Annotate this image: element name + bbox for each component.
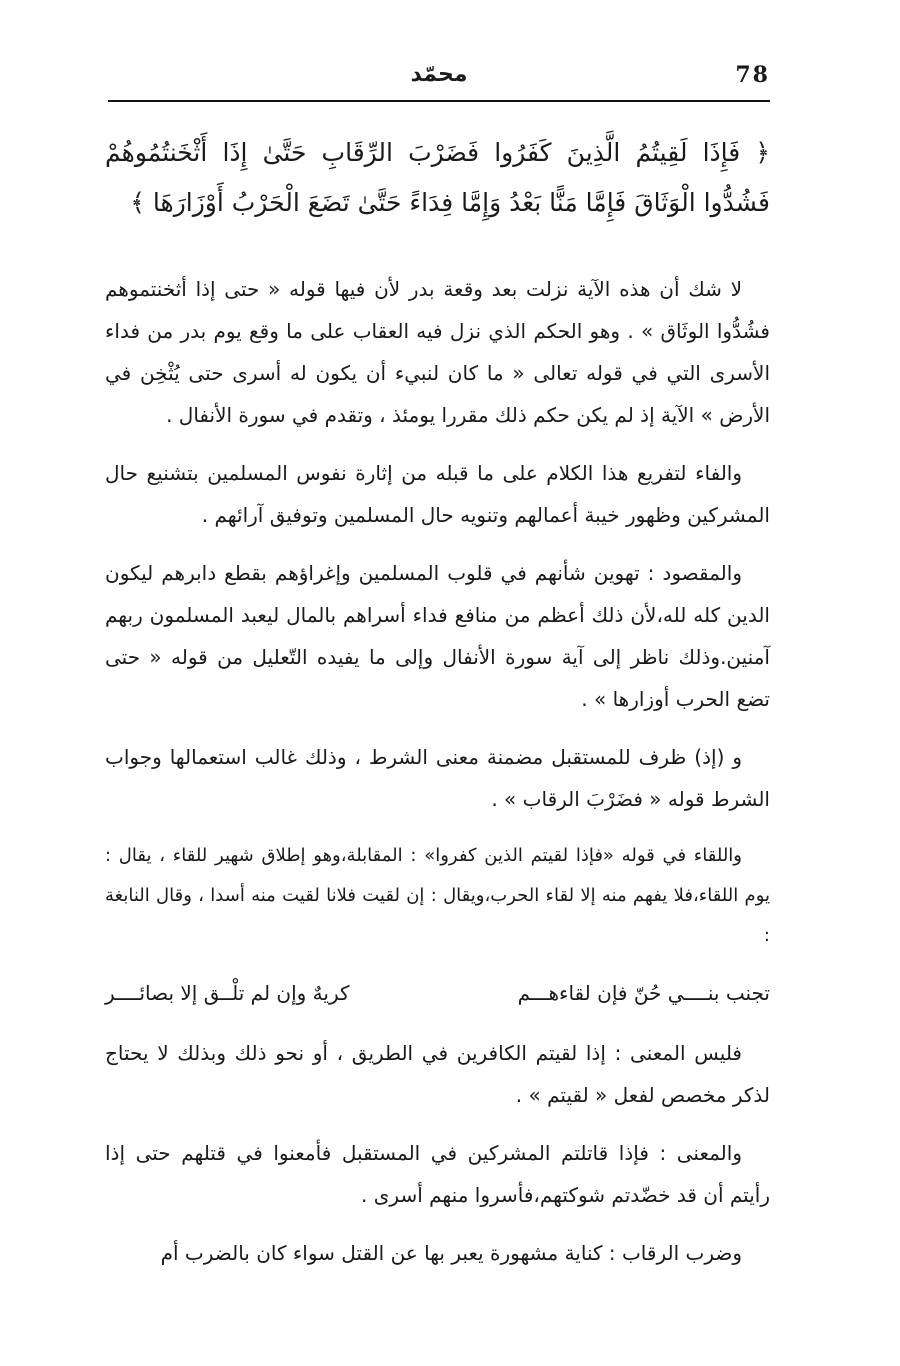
- paragraph: لا شك أن هذه الآية نزلت بعد وقعة بدر لأن فيها قوله « حتى إذا أثخنتموهم فشُدُّوا الوثَاق » . وهو الحكم الذي نزل فيه العقاب على ما وقع يوم بدر من فداء الأسرى التي في قوله تعالى « ما كان لنبيء أن يكون له أسرى حتى يُثْخِن في الأرض » الآية إذ لم يكن حكم ذلك مقررا يومئذ ، وتقدم في سورة الأنفال .: [105, 277, 770, 427]
- paragraph: والمقصود : تهوين شأنهم في قلوب المسلمين وإغراؤهم بقطع دابرهم ليكون الدين كله لله،لأن ذلك أعظم من منافع فداء أسراهم بالمال ليعبد المسلمون ربهم آمنين.وذلك ناظر إلى آية سورة الأنفال وإلى ما يفيده التّعليل من قوله « حتى تضع الحرب أوزارها » .: [105, 561, 770, 711]
- paragraph: وضرب الرقاب : كناية مشهورة يعبر بها عن القتل سواء كان بالضرب أم: [160, 1241, 742, 1265]
- page-number: 78: [735, 62, 770, 88]
- paragraph: والمعنى : فإذا قاتلتم المشركين في المستقبل فأمعنوا في قتلهم حتى إذا رأيتم أن قد خضّدتم شوكتهم،فأسروا منهم أسرى .: [105, 1141, 770, 1207]
- page-header: [108, 62, 770, 96]
- body-text: [105, 128, 770, 1290]
- paragraph: والفاء لتفريع هذا الكلام على ما قبله من إثارة نفوس المسلمين بتشنيع حال المشركين وظهور خيبة أعمالهم وتنويه حال المسلمين وتوفيق آرائهم .: [105, 461, 770, 527]
- running-title: محمّد: [410, 62, 468, 87]
- poem-verse: [105, 972, 770, 1014]
- paragraph: فليس المعنى : إذا لقيتم الكافرين في الطريق ، أو نحو ذلك وبذلك لا يحتاج لذكر مخصص لفعل « لقيتم » .: [105, 1041, 770, 1107]
- poem-first-hemistich: تجنب بنــــي حُنّ فإن لقاءهـــم: [517, 981, 770, 1005]
- paragraph: واللقاء في قوله «فإذا لقيتم الذين كفروا» : المقابلة،وهو إطلاق شهير للقاء ، يقال : يوم اللقاء،فلا يفهم منه إلا لقاء الحرب،ويقال : إن لقيت فلانا لقيت منه أسدا ، وقال النابغة :: [105, 845, 770, 946]
- header-rule: [108, 100, 770, 102]
- poem-second-hemistich: كريهٌ وإن لم تلْــق إلا بصائــــر: [105, 981, 350, 1005]
- paragraph: و (إذ) ظرف للمستقبل مضمنة معنى الشرط ، وذلك غالب استعمالها وجواب الشرط قوله « فضَرْبَ الرقاب » .: [105, 745, 770, 811]
- quran-verse: ﴿ فَإِذَا لَقِيتُمُ الَّذِينَ كَفَرُوا فَضَرْبَ الرِّقَابِ حَتَّىٰ إِذَا أَثْخَنتُمُوهُمْ فَشُدُّوا الْوَثَاقَ فَإِمَّا مَنًّا بَعْدُ وَإِمَّا فِدَاءً حَتَّىٰ تَضَعَ الْحَرْبُ أَوْزَارَهَا ﴾: [105, 138, 770, 217]
